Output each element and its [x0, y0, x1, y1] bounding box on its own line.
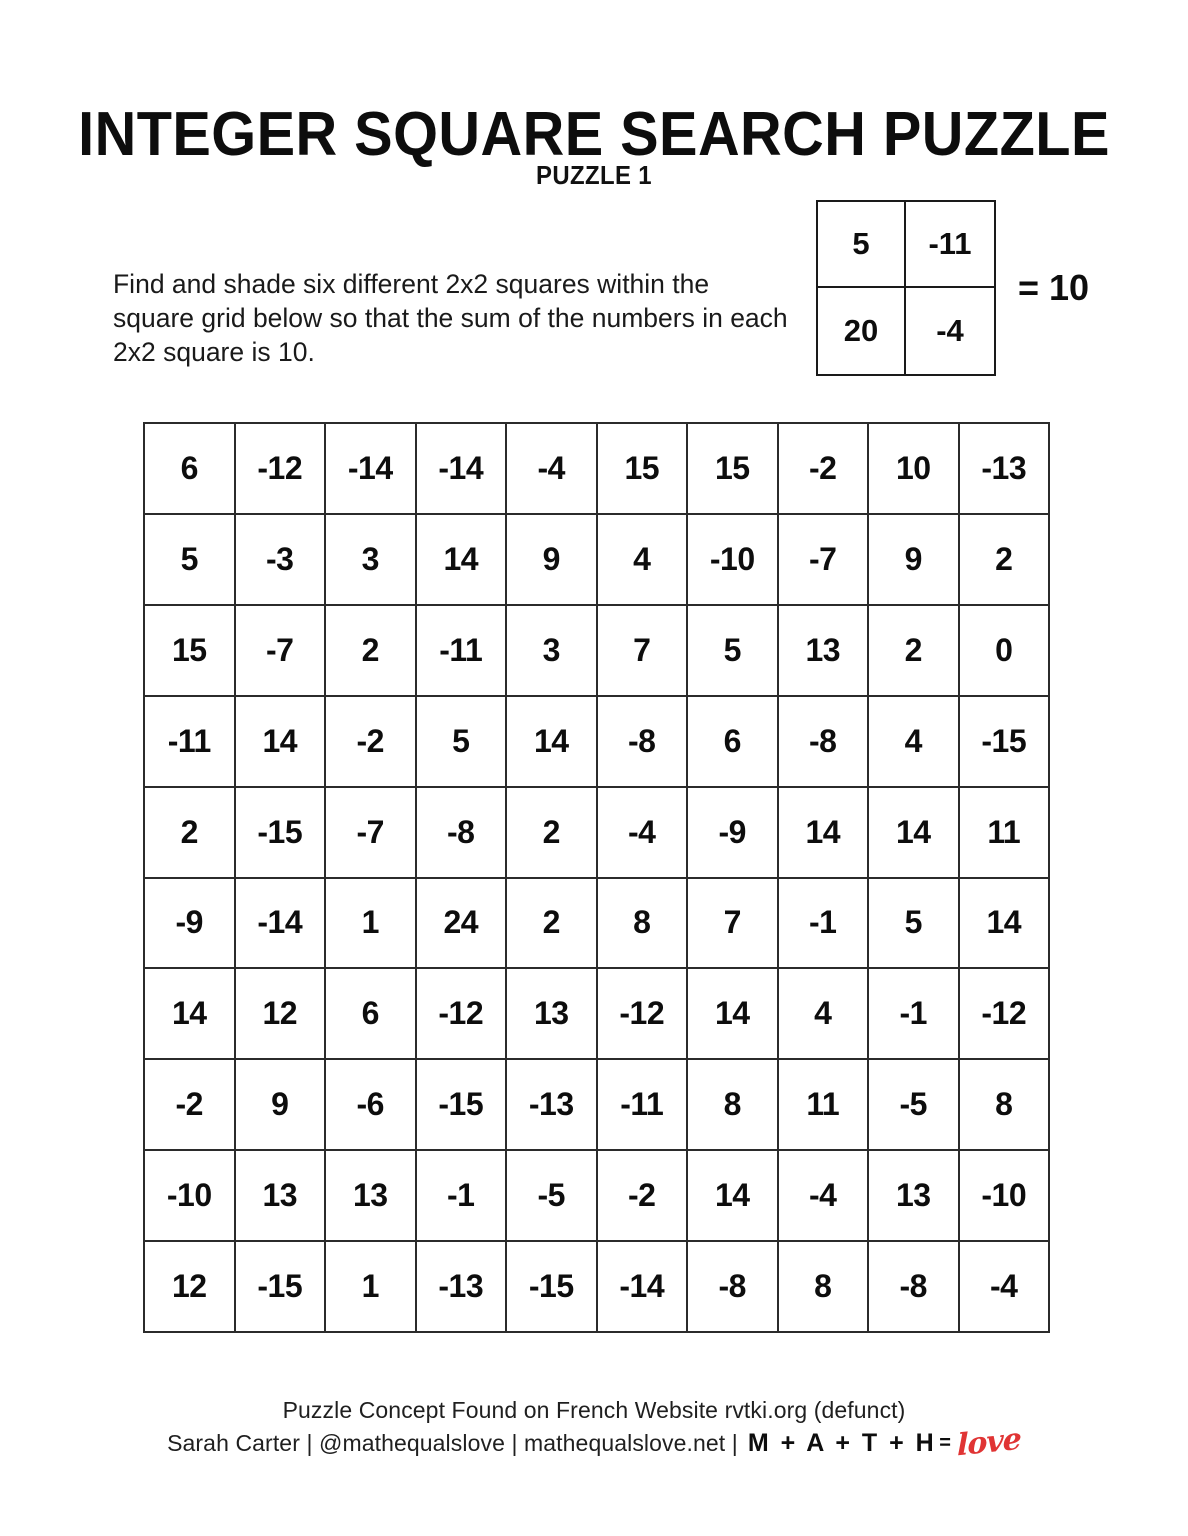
grid-cell[interactable]: -14: [326, 424, 417, 515]
grid-cell[interactable]: 4: [779, 969, 870, 1060]
love-script-logo: love: [957, 1421, 1021, 1464]
example-cell-top-left: 5: [818, 202, 906, 288]
grid-cell[interactable]: 8: [598, 879, 689, 970]
grid-cell[interactable]: -8: [417, 788, 508, 879]
example-cell-bottom-right: -4: [936, 313, 964, 348]
puzzle-number-subtitle: PUZZLE 1: [536, 160, 652, 190]
grid-cell[interactable]: 5: [688, 606, 779, 697]
footer: [0, 1394, 1188, 1464]
grid-cell[interactable]: -5: [507, 1151, 598, 1242]
page-title: INTEGER SQUARE SEARCH PUZZLE: [78, 99, 1110, 169]
grid-cell[interactable]: -7: [236, 606, 327, 697]
grid-cell[interactable]: -11: [417, 606, 508, 697]
grid-cell[interactable]: -8: [598, 697, 689, 788]
grid-cell[interactable]: -12: [960, 969, 1051, 1060]
grid-cell[interactable]: 2: [960, 515, 1051, 606]
grid-cell[interactable]: 1: [326, 1242, 417, 1333]
grid-cell[interactable]: 13: [326, 1151, 417, 1242]
grid-cell[interactable]: -15: [960, 697, 1051, 788]
puzzle-grid[interactable]: [143, 422, 1050, 1333]
grid-cell[interactable]: 13: [236, 1151, 327, 1242]
grid-cell[interactable]: -4: [507, 424, 598, 515]
grid-cell[interactable]: -13: [507, 1060, 598, 1151]
grid-cell[interactable]: -2: [145, 1060, 236, 1151]
grid-cell[interactable]: 8: [960, 1060, 1051, 1151]
grid-cell[interactable]: 14: [688, 969, 779, 1060]
grid-cell[interactable]: 2: [869, 606, 960, 697]
grid-cell[interactable]: 13: [779, 606, 870, 697]
grid-cell[interactable]: 2: [145, 788, 236, 879]
grid-cell[interactable]: -14: [236, 879, 327, 970]
grid-cell[interactable]: 13: [869, 1151, 960, 1242]
grid-cell[interactable]: -2: [598, 1151, 689, 1242]
grid-cell[interactable]: 8: [688, 1060, 779, 1151]
grid-cell[interactable]: 6: [145, 424, 236, 515]
grid-cell[interactable]: 4: [869, 697, 960, 788]
grid-cell[interactable]: 14: [507, 697, 598, 788]
grid-cell[interactable]: -12: [598, 969, 689, 1060]
grid-cell[interactable]: -8: [688, 1242, 779, 1333]
grid-cell[interactable]: 9: [507, 515, 598, 606]
grid-cell[interactable]: -8: [869, 1242, 960, 1333]
grid-cell[interactable]: 3: [326, 515, 417, 606]
grid-cell[interactable]: -4: [779, 1151, 870, 1242]
grid-cell[interactable]: 11: [960, 788, 1051, 879]
grid-cell[interactable]: 11: [779, 1060, 870, 1151]
grid-cell[interactable]: 8: [779, 1242, 870, 1333]
grid-cell[interactable]: -9: [145, 879, 236, 970]
grid-cell[interactable]: -14: [417, 424, 508, 515]
grid-cell[interactable]: 12: [145, 1242, 236, 1333]
grid-cell[interactable]: -1: [869, 969, 960, 1060]
grid-cell[interactable]: 9: [236, 1060, 327, 1151]
grid-cell[interactable]: -15: [507, 1242, 598, 1333]
instructions-text: Find and shade six different 2x2 squares within the square grid below so that the sum of the numbers in each 2x2 square is 10.: [113, 268, 788, 367]
grid-cell[interactable]: 13: [507, 969, 598, 1060]
grid-cell[interactable]: 5: [869, 879, 960, 970]
grid-cell[interactable]: -6: [326, 1060, 417, 1151]
grid-cell[interactable]: 15: [688, 424, 779, 515]
grid-cell[interactable]: -7: [326, 788, 417, 879]
grid-cell[interactable]: 14: [779, 788, 870, 879]
grid-cell[interactable]: 15: [145, 606, 236, 697]
grid-cell[interactable]: -15: [236, 1242, 327, 1333]
math-equals-love-logo-text: M + A + T + H: [747, 1429, 937, 1457]
footer-author-line: [0, 1421, 1188, 1464]
grid-cell[interactable]: -1: [779, 879, 870, 970]
grid-cell[interactable]: 9: [869, 515, 960, 606]
grid-cell[interactable]: 15: [598, 424, 689, 515]
footer-source-credit: Puzzle Concept Found on French Website rvtki.org (defunct): [282, 1397, 906, 1423]
grid-cell[interactable]: -11: [598, 1060, 689, 1151]
grid-cell[interactable]: 2: [507, 788, 598, 879]
grid-cell[interactable]: -12: [417, 969, 508, 1060]
grid-cell[interactable]: 7: [688, 879, 779, 970]
grid-cell[interactable]: -12: [236, 424, 327, 515]
grid-cell[interactable]: 14: [688, 1151, 779, 1242]
grid-cell[interactable]: 24: [417, 879, 508, 970]
equals-sign-icon: =: [939, 1432, 951, 1454]
grid-cell[interactable]: 2: [507, 879, 598, 970]
grid-cell[interactable]: 14: [960, 879, 1051, 970]
grid-cell[interactable]: -13: [960, 424, 1051, 515]
example-sum-label: = 10: [1018, 267, 1090, 308]
example-cell-top-right: -11: [906, 202, 994, 288]
footer-author-credit: Sarah Carter | @mathequalslove | mathequalslove.net |: [167, 1430, 738, 1456]
grid-cell[interactable]: 14: [869, 788, 960, 879]
grid-cell[interactable]: -7: [779, 515, 870, 606]
grid-cell[interactable]: -9: [688, 788, 779, 879]
grid-cell[interactable]: 10: [869, 424, 960, 515]
grid-cell[interactable]: -5: [869, 1060, 960, 1151]
grid-cell[interactable]: 5: [145, 515, 236, 606]
grid-cell[interactable]: 2: [326, 606, 417, 697]
grid-cell[interactable]: -3: [236, 515, 327, 606]
grid-cell[interactable]: -2: [326, 697, 417, 788]
grid-cell[interactable]: -10: [960, 1151, 1051, 1242]
grid-cell[interactable]: 6: [688, 697, 779, 788]
grid-cell[interactable]: -15: [236, 788, 327, 879]
grid-cell[interactable]: 14: [236, 697, 327, 788]
grid-cell[interactable]: 4: [598, 515, 689, 606]
grid-cell[interactable]: 6: [326, 969, 417, 1060]
grid-cell[interactable]: 5: [417, 697, 508, 788]
grid-cell[interactable]: 14: [417, 515, 508, 606]
example-2x2-grid: [816, 200, 996, 376]
grid-cell[interactable]: -10: [688, 515, 779, 606]
grid-cell[interactable]: 14: [145, 969, 236, 1060]
grid-cell[interactable]: -10: [145, 1151, 236, 1242]
grid-cell[interactable]: -13: [417, 1242, 508, 1333]
grid-cell[interactable]: 3: [507, 606, 598, 697]
grid-cell[interactable]: 1: [326, 879, 417, 970]
grid-cell[interactable]: -11: [145, 697, 236, 788]
grid-cell[interactable]: -2: [779, 424, 870, 515]
grid-cell[interactable]: 7: [598, 606, 689, 697]
example-sum-illustration: [816, 200, 1089, 376]
grid-cell[interactable]: 0: [960, 606, 1051, 697]
grid-cell[interactable]: -15: [417, 1060, 508, 1151]
example-cell-bottom-left: 20: [818, 288, 906, 374]
grid-cell[interactable]: 12: [236, 969, 327, 1060]
grid-cell[interactable]: -14: [598, 1242, 689, 1333]
grid-cell[interactable]: -1: [417, 1151, 508, 1242]
grid-cell[interactable]: -4: [960, 1242, 1051, 1333]
grid-cell[interactable]: -8: [779, 697, 870, 788]
grid-cell[interactable]: -4: [598, 788, 689, 879]
